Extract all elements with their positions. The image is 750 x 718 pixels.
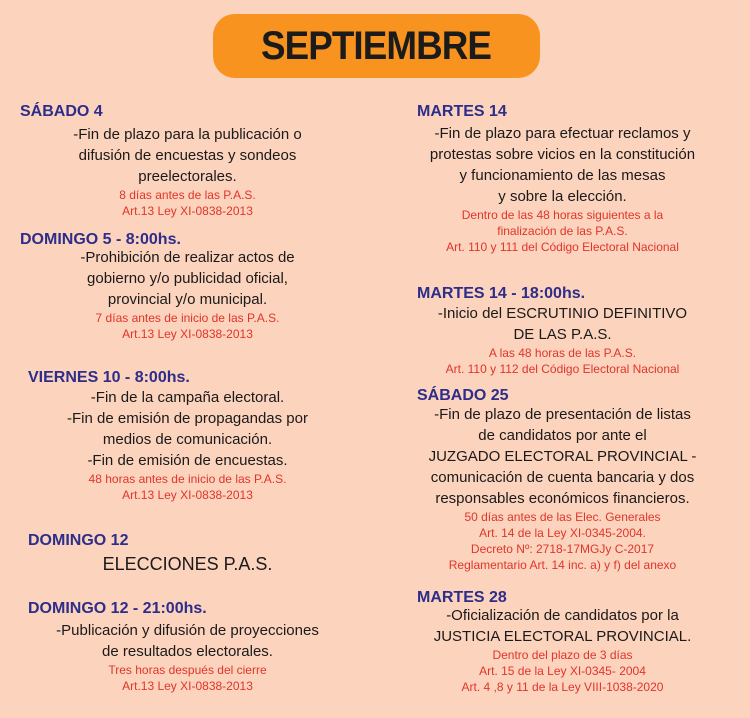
event-line: difusión de encuestas y sondeos <box>78 147 297 164</box>
month-title: SEPTIEMBRE <box>261 23 492 68</box>
event-note: 48 horas antes de inicio de las P.A.S. <box>88 472 287 486</box>
month-banner <box>213 14 540 78</box>
event-note: Dentro del plazo de 3 días <box>492 648 633 662</box>
event-note: Art. 15 de la Ley XI-0345- 2004 <box>479 664 646 678</box>
event-note: 8 días antes de las P.A.S. <box>119 188 256 202</box>
event-body <box>0 387 375 503</box>
event-line: -Publicación y difusión de proyecciones <box>56 622 319 639</box>
event-line: -Inicio del ESCRUTINIO DEFINITIVO <box>437 305 688 322</box>
event-line: medios de comunicación. <box>102 431 273 448</box>
event-note: Tres horas después del cierre <box>108 663 267 677</box>
event-note: Art. 110 y 112 del Código Electoral Nacional <box>445 362 680 376</box>
event-note: Art.13 Ley XI-0838-2013 <box>122 204 253 218</box>
event-note: Dentro de las 48 horas siguientes a la <box>461 208 664 222</box>
event-body <box>375 605 750 695</box>
event-line: -Prohibición de realizar actos de <box>80 249 295 266</box>
event-line: -Oficialización de candidatos por la <box>446 607 679 624</box>
event-heading: DOMINGO 12 - 21:00hs. <box>28 600 207 617</box>
event-note: 50 días antes de las Elec. Generales <box>464 510 661 524</box>
event-note: Art.13 Ley XI-0838-2013 <box>122 679 253 693</box>
event-line: DE LAS P.A.S. <box>513 326 612 343</box>
event-line: responsables económicos financieros. <box>435 490 690 507</box>
event-line: y sobre la elección. <box>498 188 627 205</box>
event-heading: MARTES 28 <box>417 589 507 606</box>
event-line: -Fin de plazo para la publicación o <box>73 126 302 143</box>
event-heading: VIERNES 10 - 8:00hs. <box>28 369 190 386</box>
event-body <box>375 303 750 377</box>
event-line: -Fin de plazo para efectuar reclamos y <box>434 125 691 142</box>
event-line: JUSTICIA ELECTORAL PROVINCIAL. <box>433 628 692 645</box>
event-line: -Fin de emisión de encuestas. <box>87 452 288 469</box>
event-body <box>0 552 375 576</box>
event-line: -Fin de la campaña electoral. <box>90 389 285 406</box>
event-line: -Fin de emisión de propagandas por <box>67 410 308 427</box>
event-body <box>0 620 375 694</box>
event-note: Decreto Nº: 2718-17MGJy C-2017 <box>470 542 655 556</box>
event-heading: DOMINGO 12 <box>28 532 129 549</box>
event-body <box>0 124 375 219</box>
event-body <box>375 123 750 255</box>
event-line: preelectorales. <box>138 168 237 185</box>
event-highlight: ELECCIONES P.A.S. <box>102 554 273 574</box>
event-body <box>0 247 375 342</box>
event-note: Art.13 Ley XI-0838-2013 <box>122 488 253 502</box>
event-heading: SÁBADO 4 <box>20 103 103 120</box>
event-line: de resultados electorales. <box>102 643 273 660</box>
event-heading: MARTES 14 - 18:00hs. <box>417 285 586 302</box>
event-line: provincial y/o municipal. <box>107 291 268 308</box>
event-note: Reglamentario Art. 14 inc. a) y f) del anexo <box>448 558 677 572</box>
event-line: gobierno y/o publicidad oficial, <box>87 270 288 287</box>
event-line: de candidatos por ante el <box>478 427 647 444</box>
event-body <box>375 404 750 573</box>
event-line: -Fin de plazo de presentación de listas <box>434 406 691 423</box>
event-heading: DOMINGO 5 - 8:00hs. <box>20 231 181 248</box>
event-note: Art.13 Ley XI-0838-2013 <box>122 327 253 341</box>
event-line: protestas sobre vicios en la constitución <box>429 146 696 163</box>
event-note: Art. 110 y 111 del Código Electoral Nacional <box>446 240 679 254</box>
event-note: 7 días antes de inicio de las P.A.S. <box>95 311 280 325</box>
event-note: Art. 14 de la Ley XI-0345-2004. <box>479 526 646 540</box>
event-heading: SÁBADO 25 <box>417 387 509 404</box>
event-note: finalización de las P.A.S. <box>497 224 628 238</box>
event-line: comunicación de cuenta bancaria y dos <box>430 469 695 486</box>
event-heading: MARTES 14 <box>417 103 507 120</box>
event-note: Art. 4 ,8 y 11 de la Ley VIII-1038-2020 <box>461 680 664 694</box>
event-note: A las 48 horas de las P.A.S. <box>488 346 637 360</box>
event-line: JUZGADO ELECTORAL PROVINCIAL - <box>428 448 697 465</box>
event-line: y funcionamiento de las mesas <box>459 167 666 184</box>
